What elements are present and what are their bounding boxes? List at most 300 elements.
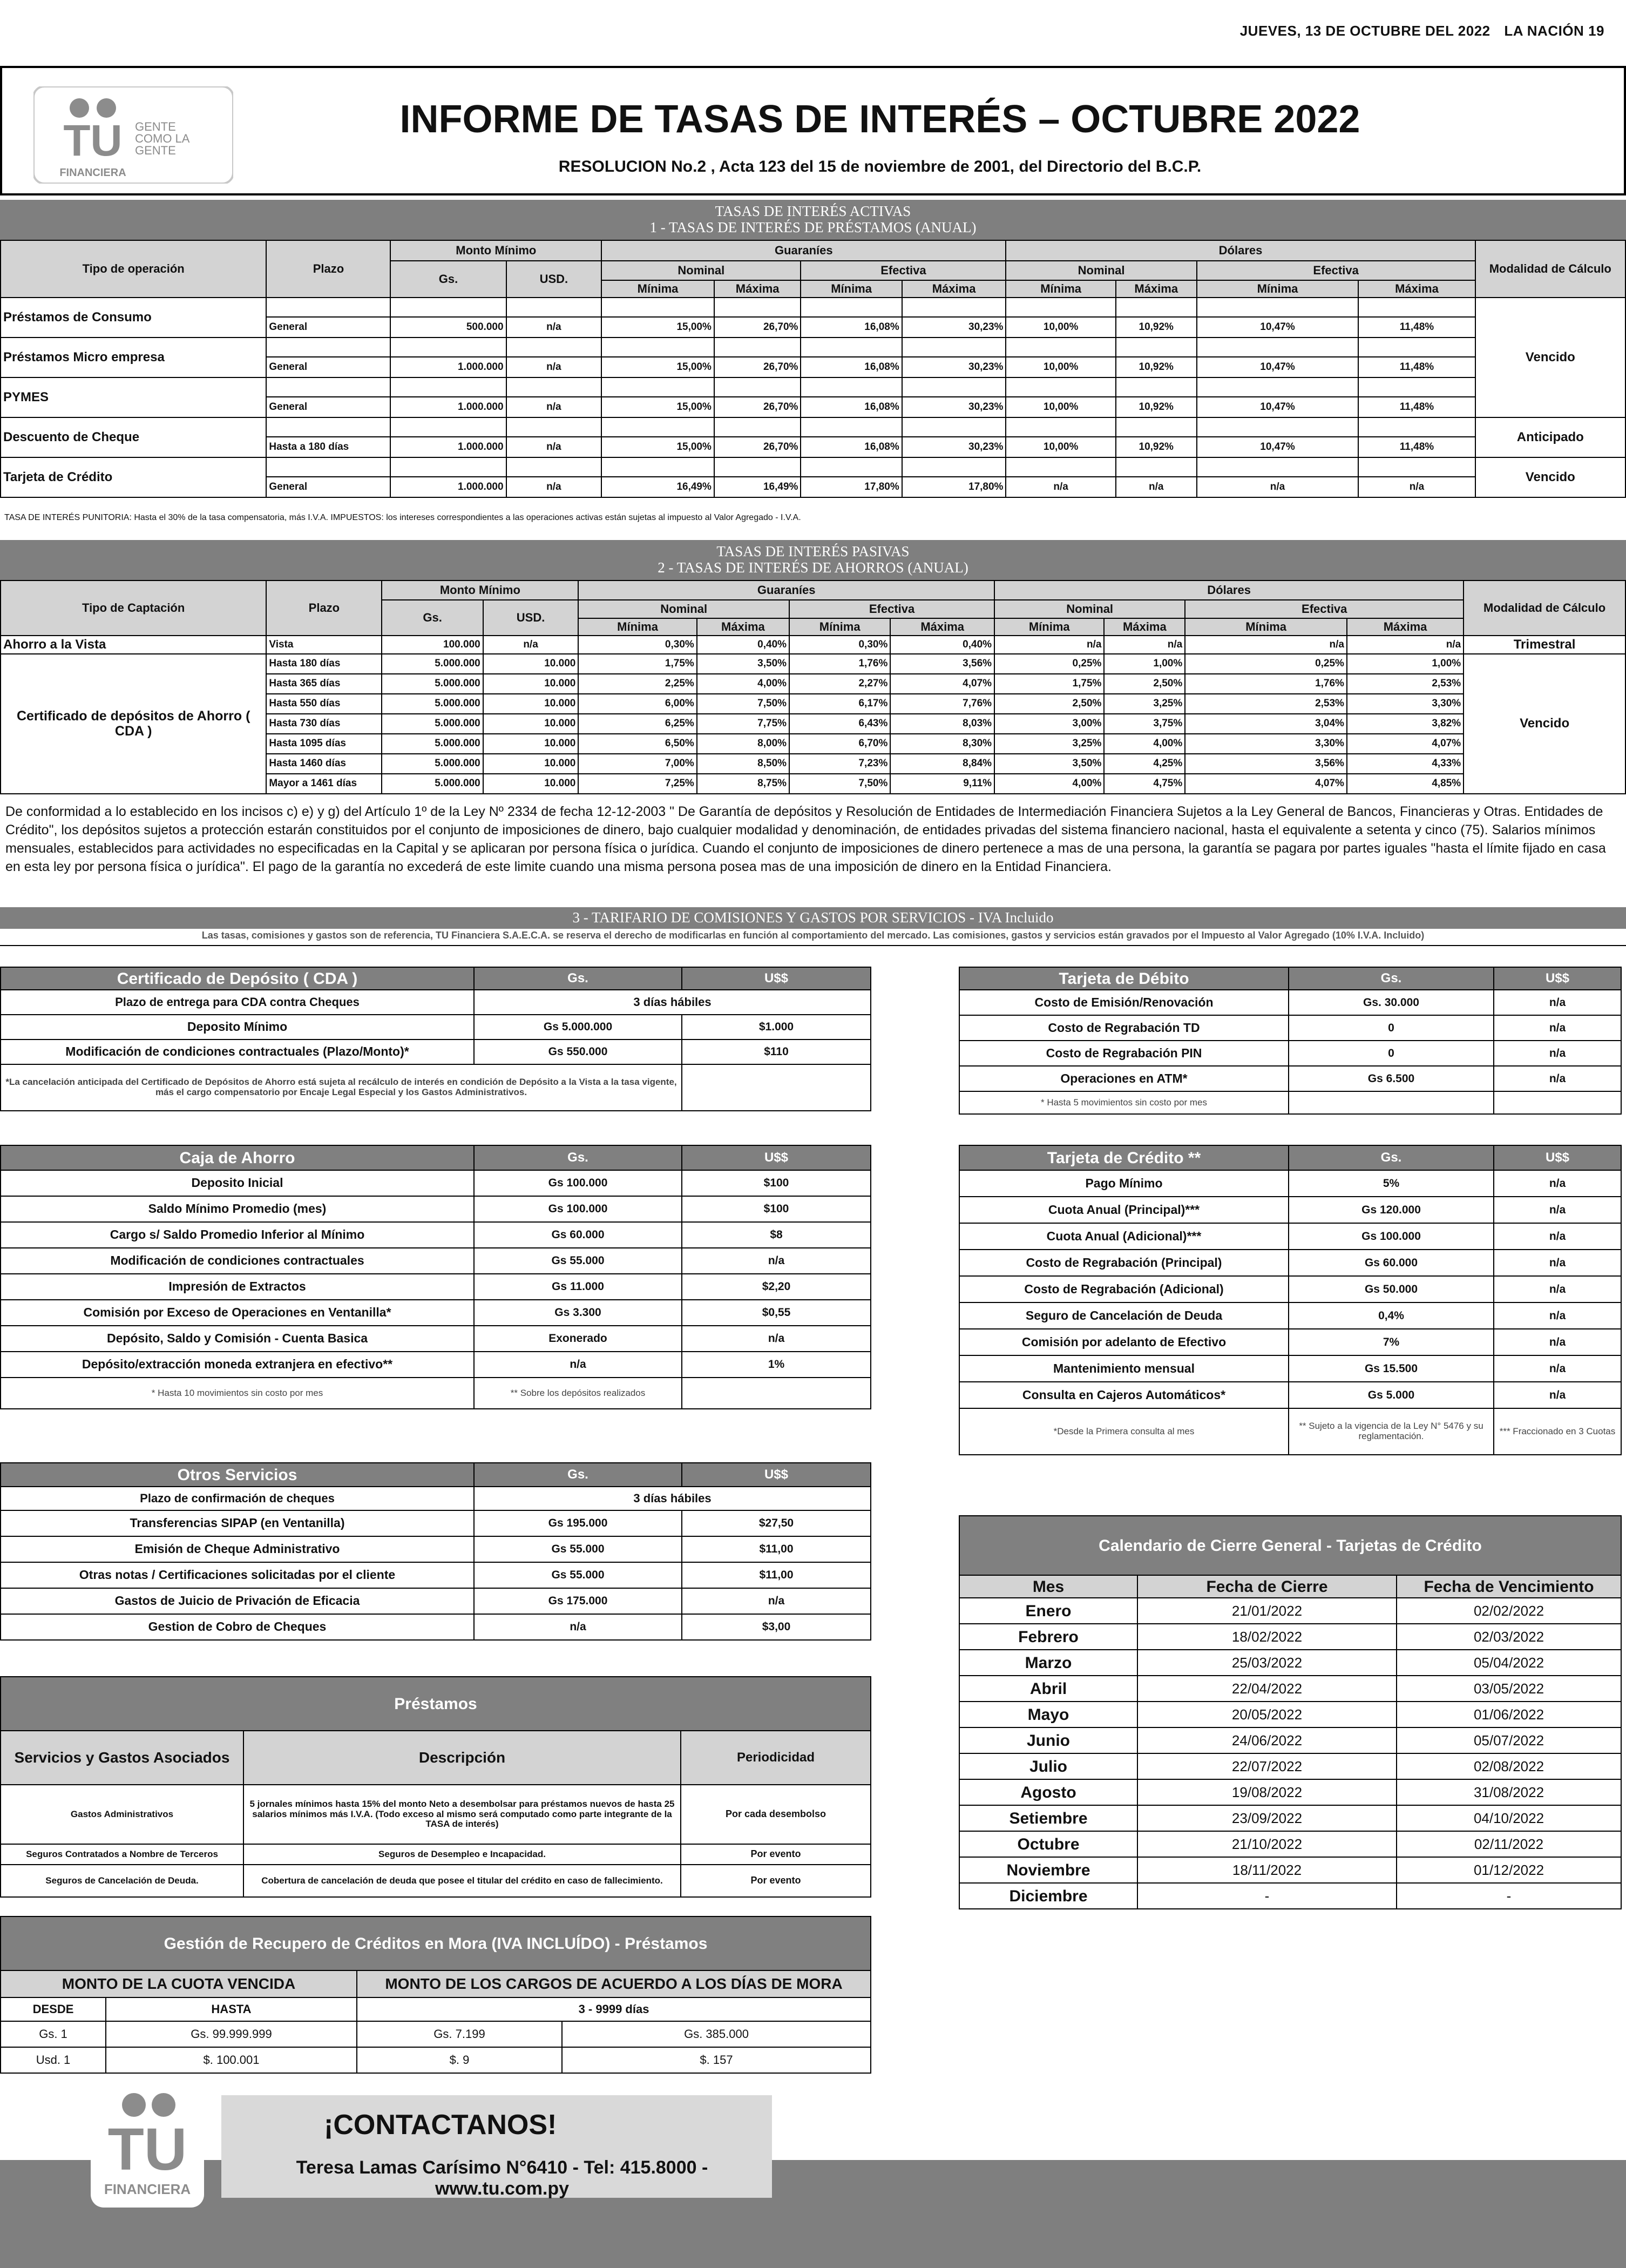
fee-label: Depósito/extracción moneda extranjera en efectivo** [1, 1352, 474, 1378]
rate-cell: 4,00% [994, 774, 1104, 794]
table-cell [266, 298, 390, 317]
credito-col-gs: Gs. [1289, 1145, 1494, 1170]
col-nominal-gs: Nominal [601, 261, 801, 280]
svg-text:FINANCIERA: FINANCIERA [104, 2181, 191, 2197]
rate-cell: 10,47% [1197, 317, 1359, 338]
col-nominal-usd: Nominal [1006, 261, 1196, 280]
plazo: Mayor a 1461 días [266, 774, 382, 794]
col-plazo: Plazo [266, 580, 382, 636]
activas-subtitle: 1 - TASAS DE INTERÉS DE PRÉSTAMOS (ANUAL) [649, 219, 977, 236]
table-row [1, 1510, 871, 1536]
mora-col-cargos: MONTO DE LOS CARGOS DE ACUERDO A LOS DÍAS DE MORA [357, 1970, 871, 1997]
table-cell [714, 417, 801, 437]
fee-gs: Gs 120.000 [1289, 1197, 1494, 1223]
table-cell [1006, 457, 1115, 477]
table-row [959, 990, 1621, 1015]
table-cell [1116, 298, 1197, 317]
table-cell [601, 338, 714, 357]
table-cell [601, 417, 714, 437]
table-cell [801, 457, 902, 477]
pasivas-bar [0, 540, 1626, 580]
monto-gs: 5.000.000 [382, 754, 483, 774]
debito-col-usd: U$$ [1494, 967, 1621, 990]
credito-note-2: ** Sujeto a la vigencia de la Ley N° 5476 y su reglamentación. [1289, 1408, 1494, 1455]
rate-cell: 10,00% [1006, 437, 1115, 457]
credito-title: Tarjeta de Crédito ** [959, 1145, 1289, 1170]
table-row [1, 1614, 871, 1640]
monto-gs: 1.000.000 [390, 437, 506, 457]
rate-cell: 30,23% [902, 317, 1006, 338]
calendar-row [959, 1727, 1621, 1753]
rate-cell: 0,25% [994, 654, 1104, 674]
rate-cell: 0,25% [1185, 654, 1347, 674]
col-monto-minimo: Monto Mínimo [390, 240, 601, 261]
rate-cell: 3,56% [890, 654, 994, 674]
calendar-row [959, 1805, 1621, 1831]
prestamo-descripcion: Cobertura de cancelación de deuda que posee el titular del crédito en caso de fallecimiento. [243, 1865, 681, 1897]
rate-cell: 0,40% [890, 636, 994, 654]
fee-usd: n/a [1494, 1382, 1621, 1408]
monto-usd: 10.000 [483, 714, 579, 734]
table-row [959, 1066, 1621, 1091]
col-modalidad: Modalidad de Cálculo [1475, 240, 1625, 298]
captacion-type-cda: Certificado de depósitos de Ahorro ( CDA ) [1, 654, 266, 794]
fee-label: Transferencias SIPAP (en Ventanilla) [1, 1510, 474, 1536]
operation-type: Préstamos Micro empresa [1, 338, 266, 377]
monto-usd: 10.000 [483, 674, 579, 694]
cal-venc: 01/12/2022 [1397, 1857, 1621, 1883]
fee-gs: Gs 100.000 [1289, 1223, 1494, 1250]
fee-gs: Gs 550.000 [474, 1040, 682, 1064]
cal-cierre: 18/02/2022 [1137, 1624, 1397, 1650]
mora-cargo-1: Gs. 7.199 [357, 2021, 562, 2047]
calendar-row [959, 1598, 1621, 1624]
fee-gs: Gs 11.000 [474, 1274, 682, 1300]
plazo: Hasta 550 días [266, 694, 382, 714]
rate-cell: 7,23% [789, 754, 890, 774]
operation-type: Descuento de Cheque [1, 417, 266, 457]
cal-cierre: 21/10/2022 [1137, 1831, 1397, 1857]
calendar-row [959, 1857, 1621, 1883]
rate-cell: 3,30% [1185, 734, 1347, 754]
rate-cell: 3,04% [1185, 714, 1347, 734]
table-row [959, 1223, 1621, 1250]
plazo: Hasta a 180 días [266, 437, 390, 457]
debito-note: * Hasta 5 movimientos sin costo por mes [959, 1091, 1289, 1114]
cal-mes: Agosto [959, 1779, 1137, 1805]
rate-cell: 17,80% [801, 477, 902, 497]
col-dolares: Dólares [994, 580, 1464, 600]
rate-cell: 6,25% [578, 714, 696, 734]
cda-col-usd: U$$ [682, 967, 871, 990]
cal-venc: 04/10/2022 [1397, 1805, 1621, 1831]
rate-cell: n/a [1358, 477, 1475, 497]
monto-usd: n/a [506, 397, 602, 417]
activas-table [0, 240, 1626, 498]
rate-cell: 3,50% [994, 754, 1104, 774]
table-cell [266, 338, 390, 357]
fee-gs: Gs 6.500 [1289, 1066, 1494, 1091]
rate-cell: 1,76% [1185, 674, 1347, 694]
pasivas-title: TASAS DE INTERÉS PASIVAS [716, 543, 910, 559]
newspaper-date: JUEVES, 13 DE OCTUBRE DEL 2022 [1239, 23, 1490, 39]
modalidad-vencido: Vencido [1475, 298, 1625, 417]
col-nominal-usd: Nominal [994, 600, 1185, 618]
fee-gs: Gs 175.000 [474, 1588, 682, 1614]
rate-cell: 10,92% [1116, 317, 1197, 338]
rate-cell: n/a [1104, 636, 1185, 654]
rate-cell: 1,75% [578, 654, 696, 674]
cal-venc: 05/07/2022 [1397, 1727, 1621, 1753]
col-usd: USD. [506, 261, 602, 298]
mora-col-dias: 3 - 9999 días [357, 1997, 871, 2021]
rate-cell: 26,70% [714, 317, 801, 338]
cal-mes: Enero [959, 1598, 1137, 1624]
page-title: INFORME DE TASAS DE INTERÉS – OCTUBRE 2022 [399, 98, 1360, 141]
rate-cell: 4,07% [1185, 774, 1347, 794]
fee-label: Mantenimiento mensual [959, 1355, 1289, 1382]
monto-usd: 10.000 [483, 734, 579, 754]
fee-gs: 5% [1289, 1170, 1494, 1197]
rate-cell: 0,30% [789, 636, 890, 654]
col-max: Máxima [1358, 280, 1475, 298]
fee-usd: $8 [682, 1222, 871, 1248]
table-cell [1006, 377, 1115, 397]
fee-usd: n/a [1494, 1276, 1621, 1302]
cal-mes: Marzo [959, 1650, 1137, 1676]
prestamo-servicio: Seguros de Cancelación de Deuda. [1, 1865, 243, 1897]
table-cell [1006, 417, 1115, 437]
fee-usd: n/a [682, 1248, 871, 1274]
table-cell [266, 417, 390, 437]
rate-cell: 7,00% [578, 754, 696, 774]
table-cell [1116, 457, 1197, 477]
rate-cell: 30,23% [902, 437, 1006, 457]
calendar-row [959, 1883, 1621, 1909]
rate-cell: 7,50% [697, 694, 789, 714]
col-max: Máxima [697, 618, 789, 636]
monto-gs: 5.000.000 [382, 674, 483, 694]
cal-mes: Diciembre [959, 1883, 1137, 1909]
table-cell [266, 377, 390, 397]
fee-label: Emisión de Cheque Administrativo [1, 1536, 474, 1562]
table-cell [1006, 338, 1115, 357]
table-cell [1116, 417, 1197, 437]
caja-col-gs: Gs. [474, 1145, 682, 1170]
fee-gs: n/a [474, 1614, 682, 1640]
rate-cell: 0,30% [578, 636, 696, 654]
plazo: Hasta 1460 días [266, 754, 382, 774]
cal-mes: Mayo [959, 1702, 1137, 1727]
table-row [1, 1274, 871, 1300]
rate-cell: 26,70% [714, 397, 801, 417]
rate-cell: 30,23% [902, 397, 1006, 417]
operation-type: Tarjeta de Crédito [1, 457, 266, 497]
rate-cell: 10,00% [1006, 357, 1115, 377]
fee-usd: n/a [1494, 1066, 1621, 1091]
fee-gs: 0,4% [1289, 1302, 1494, 1329]
rate-cell: 1,75% [994, 674, 1104, 694]
cda-title: Certificado de Depósito ( CDA ) [1, 967, 474, 990]
svg-text:COMO LA: COMO LA [135, 132, 190, 145]
plazo: Hasta 180 días [266, 654, 382, 674]
caja-title: Caja de Ahorro [1, 1145, 474, 1170]
fee-gs: Gs 100.000 [474, 1196, 682, 1222]
table-cell [506, 417, 602, 437]
otros-plazo-label: Plazo de confirmación de cheques [1, 1487, 474, 1510]
plazo: Vista [266, 636, 382, 654]
rate-cell: 4,07% [1347, 734, 1464, 754]
otros-col-gs: Gs. [474, 1463, 682, 1487]
col-min: Mínima [578, 618, 696, 636]
col-dolares: Dólares [1006, 240, 1475, 261]
fee-usd: $0,55 [682, 1300, 871, 1326]
table-cell [902, 298, 1006, 317]
rate-cell: 11,48% [1358, 437, 1475, 457]
svg-text:GENTE: GENTE [135, 144, 176, 157]
prestamos-col-descripcion: Descripción [243, 1731, 681, 1785]
table-row [1, 2047, 871, 2073]
cal-col-mes: Mes [959, 1575, 1137, 1598]
monto-gs: 1.000.000 [390, 397, 506, 417]
col-tipo-captacion: Tipo de Captación [1, 580, 266, 636]
rate-cell: 17,80% [902, 477, 1006, 497]
cal-cierre: - [1137, 1883, 1397, 1909]
mora-desde: Gs. 1 [1, 2021, 106, 2047]
col-max: Máxima [902, 280, 1006, 298]
fee-gs: Gs. 30.000 [1289, 990, 1494, 1015]
table-cell [1116, 338, 1197, 357]
caja-note-2: ** Sobre los depósitos realizados [474, 1378, 682, 1409]
rate-cell: 6,50% [578, 734, 696, 754]
fee-label: Pago Mínimo [959, 1170, 1289, 1197]
cal-venc: 31/08/2022 [1397, 1779, 1621, 1805]
table-cell [714, 338, 801, 357]
col-max: Máxima [1104, 618, 1185, 636]
fee-usd: n/a [682, 1326, 871, 1352]
table-row [959, 1355, 1621, 1382]
fee-label: Operaciones en ATM* [959, 1066, 1289, 1091]
col-min: Mínima [1006, 280, 1115, 298]
fee-gs: Gs 60.000 [474, 1222, 682, 1248]
rate-cell: 3,00% [994, 714, 1104, 734]
monto-usd: 10.000 [483, 654, 579, 674]
fee-gs: Gs 3.300 [474, 1300, 682, 1326]
rate-cell: 4,85% [1347, 774, 1464, 794]
mora-hasta: $. 100.001 [106, 2047, 357, 2073]
rate-cell: 9,11% [890, 774, 994, 794]
table-row [1, 298, 1625, 317]
fee-label: Gastos de Juicio de Privación de Eficacia [1, 1588, 474, 1614]
fee-usd: n/a [1494, 1355, 1621, 1382]
credito-note-1: *Desde la Primera consulta al mes [959, 1408, 1289, 1455]
fee-label: Costo de Emisión/Renovación [959, 990, 1289, 1015]
fee-gs: 7% [1289, 1329, 1494, 1355]
cal-venc: 03/05/2022 [1397, 1676, 1621, 1702]
fee-gs: Gs 15.500 [1289, 1355, 1494, 1382]
col-efectiva-gs: Efectiva [801, 261, 1006, 280]
rate-cell: 4,07% [890, 674, 994, 694]
col-usd: USD. [483, 600, 579, 636]
cda-col-gs: Gs. [474, 967, 682, 990]
fee-usd: $3,00 [682, 1614, 871, 1640]
prestamos-table [0, 1676, 871, 1898]
fee-gs: Gs 50.000 [1289, 1276, 1494, 1302]
rate-cell: 11,48% [1358, 317, 1475, 338]
fee-usd: $2,20 [682, 1274, 871, 1300]
rate-cell: 1,76% [789, 654, 890, 674]
col-efectiva-gs: Efectiva [789, 600, 994, 618]
fee-usd: n/a [1494, 1223, 1621, 1250]
col-gs: Gs. [382, 600, 483, 636]
col-min: Mínima [789, 618, 890, 636]
table-cell [266, 457, 390, 477]
table-cell [601, 377, 714, 397]
calendar-row [959, 1624, 1621, 1650]
modalidad-vencido-tc: Vencido [1475, 457, 1625, 497]
plazo: Hasta 365 días [266, 674, 382, 694]
rate-cell: 4,00% [1104, 734, 1185, 754]
rate-cell: 2,50% [1104, 674, 1185, 694]
rate-cell: 26,70% [714, 357, 801, 377]
brand-logo [33, 86, 233, 184]
monto-gs: 1.000.000 [390, 357, 506, 377]
col-max: Máxima [1347, 618, 1464, 636]
monto-gs: 5.000.000 [382, 774, 483, 794]
cda-tarifas-table [0, 967, 871, 1111]
svg-text:FINANCIERA: FINANCIERA [59, 167, 126, 179]
calendar-row [959, 1753, 1621, 1779]
table-cell [714, 298, 801, 317]
fee-usd: $11,00 [682, 1536, 871, 1562]
col-min: Mínima [994, 618, 1104, 636]
fee-label: Cuota Anual (Adicional)*** [959, 1223, 1289, 1250]
table-row [1, 1352, 871, 1378]
cal-mes: Julio [959, 1753, 1137, 1779]
table-cell [506, 377, 602, 397]
fee-gs: n/a [474, 1352, 682, 1378]
fee-usd: n/a [1494, 1329, 1621, 1355]
rate-cell: 4,75% [1104, 774, 1185, 794]
mora-hasta: Gs. 99.999.999 [106, 2021, 357, 2047]
table-cell [1197, 457, 1359, 477]
fee-usd: $110 [682, 1040, 871, 1064]
activas-title: TASAS DE INTERÉS ACTIVAS [715, 203, 911, 219]
plazo: General [266, 317, 390, 338]
monto-usd: n/a [506, 357, 602, 377]
table-cell [506, 298, 602, 317]
mora-title: Gestión de Recupero de Créditos en Mora (IVA INCLUÍDO) - Préstamos [1, 1916, 871, 1970]
table-row [1, 636, 1625, 654]
monto-usd: n/a [506, 317, 602, 338]
fee-gs: Gs 55.000 [474, 1536, 682, 1562]
rate-cell: 7,76% [890, 694, 994, 714]
mora-col-hasta: HASTA [106, 1997, 357, 2021]
col-modalidad: Modalidad de Cálculo [1464, 580, 1625, 636]
table-row [1, 1196, 871, 1222]
rate-cell: 10,92% [1116, 357, 1197, 377]
table-cell [1116, 377, 1197, 397]
rate-cell: 4,25% [1104, 754, 1185, 774]
svg-text:GENTE: GENTE [135, 120, 176, 133]
fee-usd: $1.000 [682, 1015, 871, 1040]
credito-col-usd: U$$ [1494, 1145, 1621, 1170]
col-nominal-gs: Nominal [578, 600, 789, 618]
cal-mes: Setiembre [959, 1805, 1137, 1831]
table-row [1, 1015, 871, 1040]
table-row [1, 1785, 871, 1844]
mora-col-desde: DESDE [1, 1997, 106, 2021]
monto-gs: 5.000.000 [382, 694, 483, 714]
col-monto-minimo: Monto Mínimo [382, 580, 578, 600]
monto-usd: 10.000 [483, 754, 579, 774]
fee-gs: Gs 60.000 [1289, 1250, 1494, 1276]
fee-label: Otras notas / Certificaciones solicitadas por el cliente [1, 1562, 474, 1588]
rate-cell: 2,25% [578, 674, 696, 694]
rate-cell: 26,70% [714, 437, 801, 457]
table-cell [1006, 298, 1115, 317]
monto-gs: 5.000.000 [382, 734, 483, 754]
table-row [1, 417, 1625, 437]
fee-label: Consulta en Cajeros Automáticos* [959, 1382, 1289, 1408]
rate-cell: 3,75% [1104, 714, 1185, 734]
credito-note-3: *** Fraccionado en 3 Cuotas [1494, 1408, 1621, 1455]
table-cell [1197, 377, 1359, 397]
rate-cell: 6,17% [789, 694, 890, 714]
cal-col-venc: Fecha de Vencimiento [1397, 1575, 1621, 1598]
table-row [1, 1536, 871, 1562]
rate-cell: 10,92% [1116, 397, 1197, 417]
fee-label: Costo de Regrabación (Adicional) [959, 1276, 1289, 1302]
rate-cell: 10,00% [1006, 397, 1115, 417]
table-row [959, 1170, 1621, 1197]
cal-venc: 02/11/2022 [1397, 1831, 1621, 1857]
fee-label: Seguro de Cancelación de Deuda [959, 1302, 1289, 1329]
table-row [1, 1040, 871, 1064]
table-row [959, 1041, 1621, 1066]
fee-gs: Gs 195.000 [474, 1510, 682, 1536]
cda-plazo-value: 3 días hábiles [474, 990, 871, 1015]
fee-usd: $100 [682, 1196, 871, 1222]
rate-cell: 2,27% [789, 674, 890, 694]
cal-mes: Abril [959, 1676, 1137, 1702]
plazo: Hasta 1095 días [266, 734, 382, 754]
fee-gs: 0 [1289, 1041, 1494, 1066]
fee-usd: n/a [1494, 1197, 1621, 1223]
prestamo-descripcion: Seguros de Desempleo e Incapacidad. [243, 1844, 681, 1865]
plazo: Hasta 730 días [266, 714, 382, 734]
rate-cell: n/a [1197, 477, 1359, 497]
prestamos-col-periodicidad: Periodicidad [681, 1731, 871, 1785]
table-row [1, 1865, 871, 1897]
mora-cargo-2: $. 157 [562, 2047, 871, 2073]
table-cell [601, 298, 714, 317]
table-cell [801, 338, 902, 357]
table-row [959, 1382, 1621, 1408]
rate-cell: 30,23% [902, 357, 1006, 377]
fee-usd: $100 [682, 1170, 871, 1196]
rate-cell: 8,03% [890, 714, 994, 734]
fee-gs: Gs 55.000 [474, 1248, 682, 1274]
fee-label: Costo de Regrabación PIN [959, 1041, 1289, 1066]
calendario-table [959, 1515, 1622, 1909]
fee-gs: Exonerado [474, 1326, 682, 1352]
calendar-row [959, 1676, 1621, 1702]
prestamo-servicio: Seguros Contratados a Nombre de Terceros [1, 1844, 243, 1865]
table-row [959, 1015, 1621, 1041]
fee-usd: n/a [1494, 1302, 1621, 1329]
svg-text:TU: TU [63, 116, 123, 165]
